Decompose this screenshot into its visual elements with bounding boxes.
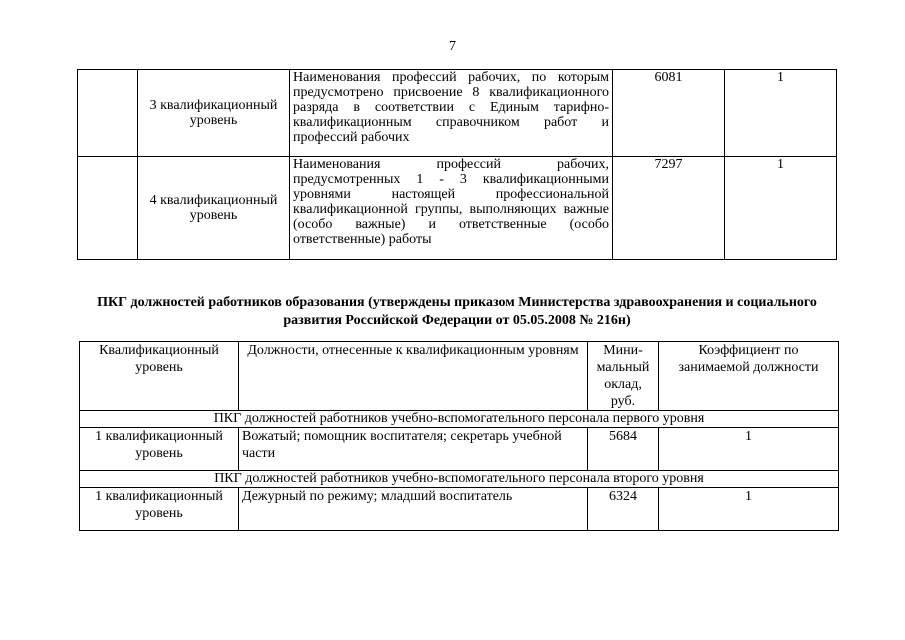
page-number: 7 — [449, 39, 456, 54]
group-title-row — [80, 471, 839, 488]
positions-list: Вожатый; помощник воспитателя; секретарь учебной части — [239, 428, 588, 471]
coefficient-value: 1 — [725, 157, 837, 260]
profession-description: Наименования профессий рабочих, предусмотренных 1 - 3 квалификационными уровнями настоящей профессиональной квалификационной группы, выполняющих важные (особо важные) и ответственные (особо ответственные) работы — [290, 157, 613, 260]
qualification-level: 4 квалификационный уровень — [138, 157, 290, 260]
header-min-salary: Мини-мальный оклад, руб. — [588, 342, 659, 411]
profession-description: Наименования профессий рабочих, по которым предусмотрено присвоение 8 квалификационного разряда в соответствии с Единым тарифно-квалификационным справочником работ и профессий рабочих — [290, 70, 613, 157]
professions-table — [77, 69, 837, 260]
header-qualification-level: Квалификационный уровень — [80, 342, 239, 411]
table-row — [80, 488, 839, 531]
header-coefficient: Коэффициент по занимаемой должности — [659, 342, 839, 411]
table-row — [80, 428, 839, 471]
section-title: ПКГ должностей работников образования (утверждены приказом Министерства здравоохранения и социального развития Российской Федерации от 05.05.2008 № 216н) — [97, 295, 817, 328]
table-header-row — [80, 342, 839, 411]
qualification-level: 1 квалификационный уровень — [80, 488, 239, 531]
table-row — [78, 157, 837, 260]
header-positions: Должности, отнесенные к квалификационным уровням — [239, 342, 588, 411]
salary-value: 6324 — [588, 488, 659, 531]
salary-value: 6081 — [613, 70, 725, 157]
positions-list: Дежурный по режиму; младший воспитатель — [239, 488, 588, 531]
group-title: ПКГ должностей работников учебно-вспомогательного персонала второго уровня — [80, 471, 839, 488]
salary-value: 5684 — [588, 428, 659, 471]
coefficient-value: 1 — [725, 70, 837, 157]
group-title: ПКГ должностей работников учебно-вспомогательного персонала первого уровня — [80, 411, 839, 428]
coefficient-value: 1 — [659, 488, 839, 531]
group-title-row — [80, 411, 839, 428]
qualification-level: 1 квалификационный уровень — [80, 428, 239, 471]
salary-value: 7297 — [613, 157, 725, 260]
table-row — [78, 70, 837, 157]
education-positions-table — [79, 341, 839, 531]
table-cell-blank — [78, 70, 138, 157]
table-cell-blank — [78, 157, 138, 260]
coefficient-value: 1 — [659, 428, 839, 471]
qualification-level: 3 квалификационный уровень — [138, 70, 290, 157]
